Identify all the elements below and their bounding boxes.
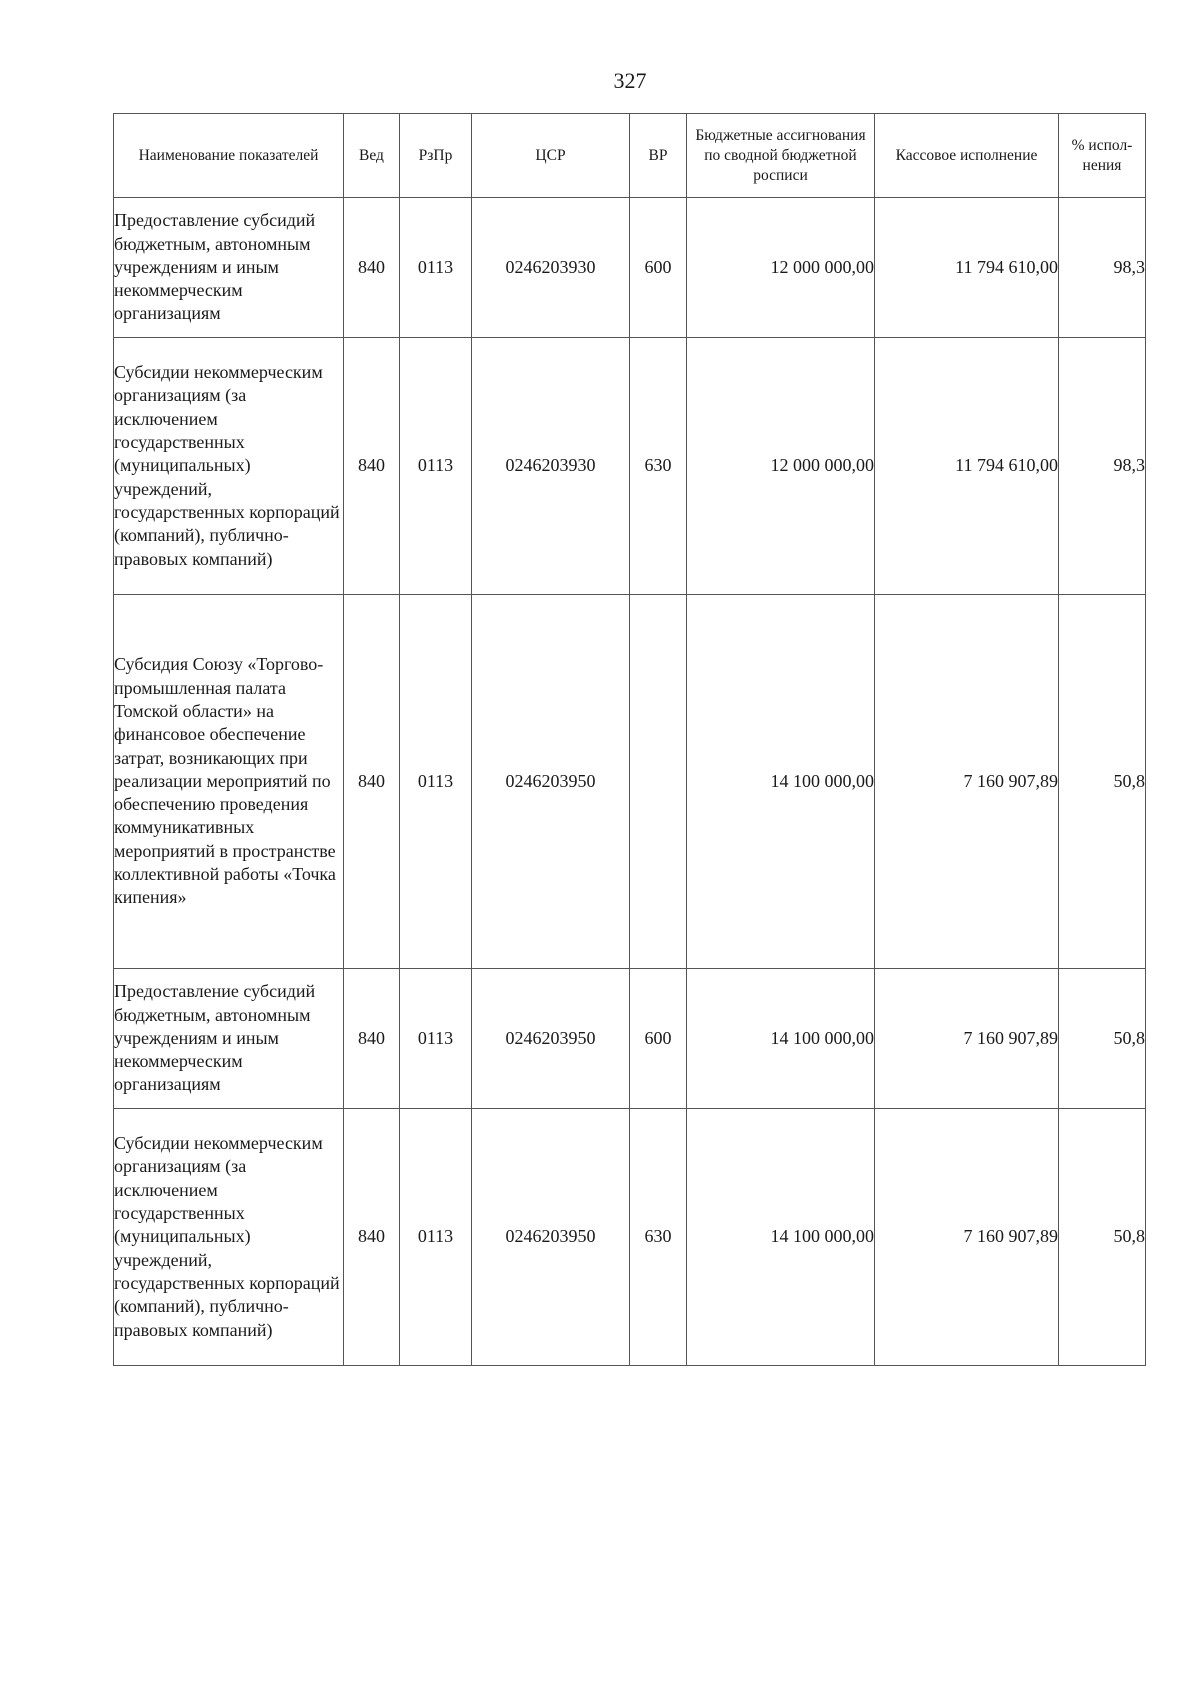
cell-csr: 0246203950 bbox=[472, 969, 630, 1109]
cell-ved: 840 bbox=[344, 198, 400, 338]
header-rzpr: РзПр bbox=[400, 114, 472, 198]
cell-csr: 0246203930 bbox=[472, 198, 630, 338]
cell-percent: 98,3 bbox=[1059, 198, 1146, 338]
cell-budget: 12 000 000,00 bbox=[687, 198, 875, 338]
cell-cash: 11 794 610,00 bbox=[875, 338, 1059, 595]
cell-cash: 7 160 907,89 bbox=[875, 969, 1059, 1109]
header-name: Наименование показателей bbox=[114, 114, 344, 198]
cell-cash: 7 160 907,89 bbox=[875, 1109, 1059, 1366]
header-budget: Бюджетные ассигнования по сводной бюджетной росписи bbox=[687, 114, 875, 198]
cell-name: Субсидии некоммерческим организациям (за исключением государственных (муниципальных) учреждений, государственных корпораций (компаний), публично-правовых компаний) bbox=[114, 1109, 344, 1366]
header-vr: ВР bbox=[630, 114, 687, 198]
cell-vr: 630 bbox=[630, 338, 687, 595]
cell-budget: 14 100 000,00 bbox=[687, 595, 875, 969]
cell-budget: 12 000 000,00 bbox=[687, 338, 875, 595]
cell-percent: 50,8 bbox=[1059, 595, 1146, 969]
table-row bbox=[114, 338, 1146, 595]
table-row bbox=[114, 969, 1146, 1109]
cell-csr: 0246203950 bbox=[472, 1109, 630, 1366]
cell-percent: 50,8 bbox=[1059, 969, 1146, 1109]
table-header bbox=[114, 114, 1146, 198]
cell-csr: 0246203950 bbox=[472, 595, 630, 969]
header-percent: % испол-нения bbox=[1059, 114, 1146, 198]
cell-name: Субсидии некоммерческим организациям (за исключением государственных (муниципальных) учреждений, государственных корпораций (компаний), публично-правовых компаний) bbox=[114, 338, 344, 595]
cell-vr bbox=[630, 595, 687, 969]
cell-cash: 11 794 610,00 bbox=[875, 198, 1059, 338]
header-ved: Вед bbox=[344, 114, 400, 198]
page-number: 327 bbox=[613, 68, 647, 93]
cell-rzpr: 0113 bbox=[400, 969, 472, 1109]
header-row bbox=[114, 114, 1146, 198]
cell-rzpr: 0113 bbox=[400, 595, 472, 969]
header-cash: Кассовое исполнение bbox=[875, 114, 1059, 198]
cell-rzpr: 0113 bbox=[400, 338, 472, 595]
cell-percent: 98,3 bbox=[1059, 338, 1146, 595]
cell-budget: 14 100 000,00 bbox=[687, 969, 875, 1109]
header-csr: ЦСР bbox=[472, 114, 630, 198]
cell-name: Предоставление субсидий бюджетным, автономным учреждениям и иным некоммерческим организациям bbox=[114, 198, 344, 338]
cell-vr: 630 bbox=[630, 1109, 687, 1366]
table-body bbox=[114, 198, 1146, 1366]
table-row bbox=[114, 1109, 1146, 1366]
cell-ved: 840 bbox=[344, 338, 400, 595]
cell-rzpr: 0113 bbox=[400, 1109, 472, 1366]
cell-name: Субсидия Союзу «Торгово-промышленная палата Томской области» на финансовое обеспечение затрат, возникающих при реализации мероприятий по обеспечению проведения коммуникативных мероприятий в пространстве коллективной работы «Точка кипения» bbox=[114, 595, 344, 969]
cell-name: Предоставление субсидий бюджетным, автономным учреждениям и иным некоммерческим организациям bbox=[114, 969, 344, 1109]
cell-vr: 600 bbox=[630, 198, 687, 338]
budget-execution-table bbox=[113, 113, 1146, 1366]
cell-vr: 600 bbox=[630, 969, 687, 1109]
cell-cash: 7 160 907,89 bbox=[875, 595, 1059, 969]
cell-ved: 840 bbox=[344, 595, 400, 969]
table-row bbox=[114, 198, 1146, 338]
cell-ved: 840 bbox=[344, 1109, 400, 1366]
cell-percent: 50,8 bbox=[1059, 1109, 1146, 1366]
cell-budget: 14 100 000,00 bbox=[687, 1109, 875, 1366]
cell-csr: 0246203930 bbox=[472, 338, 630, 595]
cell-ved: 840 bbox=[344, 969, 400, 1109]
table-row bbox=[114, 595, 1146, 969]
cell-rzpr: 0113 bbox=[400, 198, 472, 338]
